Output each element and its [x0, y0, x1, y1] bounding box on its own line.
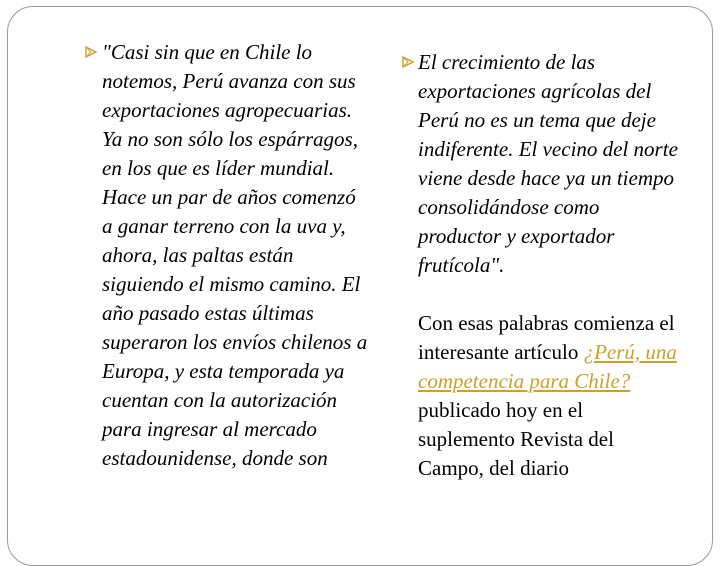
right-column-quote: El crecimiento de las exportaciones agrícolas del Perú no es un tema que deje indiferente. El vecino del norte viene desde hace ya un tiempo consolidándose como productor y exportador frutícola". [418, 50, 678, 277]
bullet-glyph-icon [401, 55, 415, 69]
right-column-intro [418, 309, 678, 483]
left-column [102, 38, 370, 473]
left-column-text: "Casi sin que en Chile lo notemos, Perú avanza con sus exportaciones agropecuarias. Ya no son sólo los espárragos, en los que es líder mundial. Hace un par de años comenzó a ganar terreno con la uva y, ahora, las paltas están siguiendo el mismo camino. El año pasado estas últimas superaron los envíos chilenos a Europa, y esta temporada ya cuentan con la autorización para ingresar al mercado estadounidense, donde son [102, 40, 368, 470]
intro-text-after-link: publicado hoy en el suplemento Revista del Campo, del diario [418, 398, 614, 480]
bullet-glyph-icon [84, 45, 98, 59]
right-column [418, 48, 678, 483]
article-link[interactable]: ¿Perú, una competencia para Chile? [418, 340, 677, 393]
intro-text-before-link: Con esas palabras comienza el interesante artículo [418, 311, 675, 364]
